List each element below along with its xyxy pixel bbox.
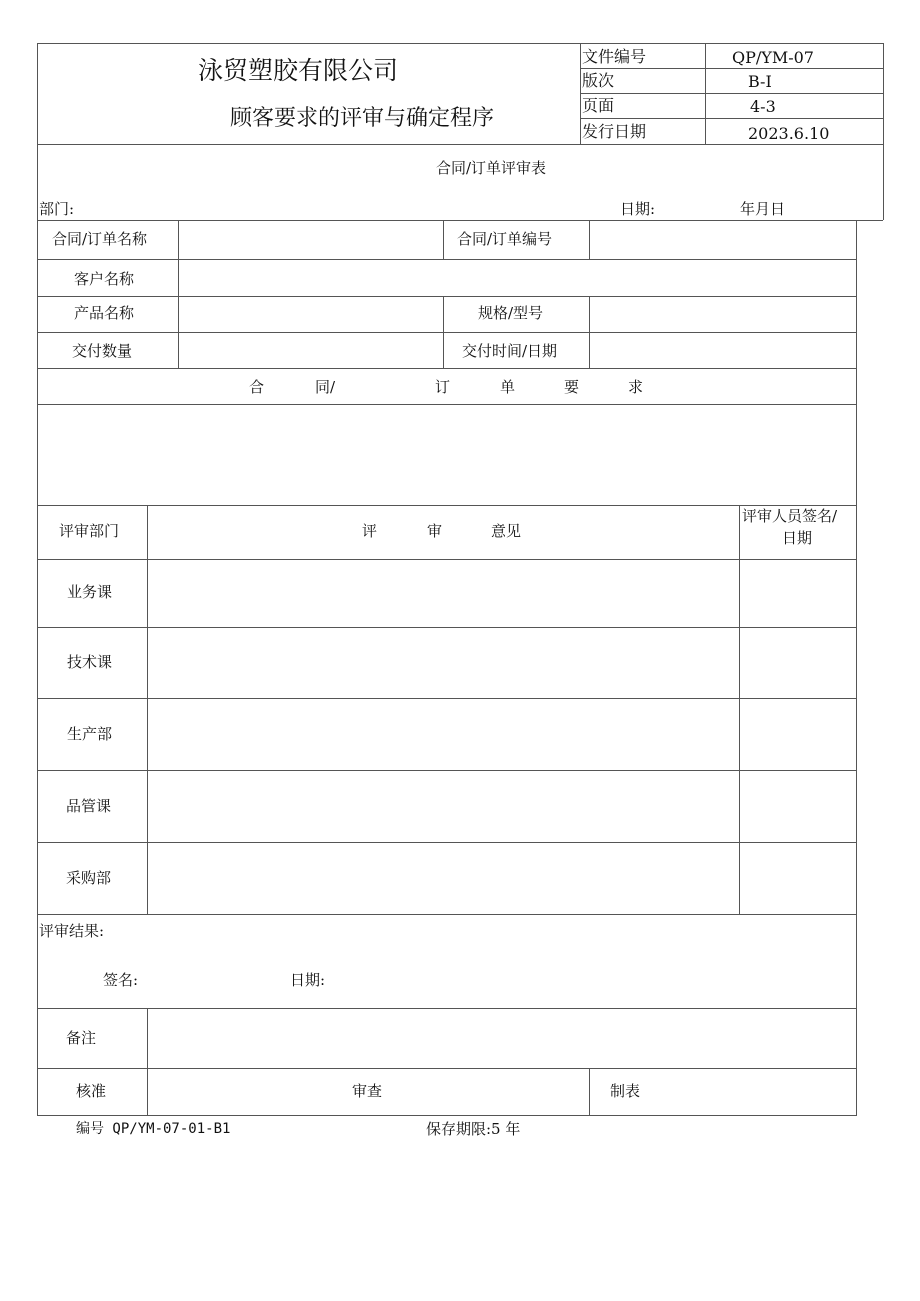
meta-label-page: 页面 — [582, 96, 615, 115]
delivery-qty-label: 交付数量 — [72, 342, 133, 360]
signer-quality-field[interactable] — [740, 771, 855, 841]
review-signer-header-1: 评审人员签名/ — [742, 507, 838, 525]
meta-label-version: 版次 — [582, 71, 615, 90]
product-name-field[interactable] — [179, 297, 442, 331]
dept-sales: 业务课 — [67, 583, 113, 601]
form-date-value: 年月日 — [740, 200, 786, 218]
opinion-technical-field[interactable] — [148, 628, 738, 697]
req-heading-3: 订 — [435, 378, 451, 396]
opinion-production-field[interactable] — [148, 699, 738, 769]
dept-label: 部门: — [39, 200, 75, 218]
opinion-purchasing-field[interactable] — [148, 843, 738, 913]
req-heading-5: 要 — [564, 378, 580, 396]
meta-value-doc-no: QP/YM-07 — [732, 48, 814, 67]
remarks-field[interactable] — [148, 1009, 855, 1067]
contract-no-label: 合同/订单编号 — [457, 230, 553, 248]
signer-technical-field[interactable] — [740, 628, 855, 697]
customer-name-field[interactable] — [179, 260, 855, 295]
review-opinion-header-1: 评 — [362, 522, 378, 540]
result-field[interactable] — [38, 945, 855, 1007]
footer-retention: 保存期限:5 年 — [426, 1120, 521, 1138]
req-heading-4: 单 — [500, 378, 516, 396]
dept-purchasing: 采购部 — [66, 869, 112, 887]
result-sign-label: 签名: — [103, 971, 139, 989]
req-heading-6: 求 — [628, 378, 644, 396]
company-name: 泳贸塑胶有限公司 — [198, 56, 399, 85]
delivery-date-label: 交付时间/日期 — [462, 342, 558, 360]
meta-value-version: B-I — [748, 72, 772, 91]
opinion-quality-field[interactable] — [148, 771, 738, 841]
req-heading-2: 同/ — [315, 378, 336, 396]
footer-form-code: 编号 QP/YM-07-01-B1 — [76, 1121, 231, 1137]
delivery-date-field[interactable] — [590, 333, 855, 367]
contract-name-field[interactable] — [179, 221, 442, 258]
review-signer-header-2: 日期 — [782, 529, 813, 547]
review-dept-header: 评审部门 — [59, 522, 120, 540]
spec-model-label: 规格/型号 — [478, 304, 544, 322]
meta-label-doc-no: 文件编号 — [582, 47, 647, 66]
contract-name-label: 合同/订单名称 — [52, 230, 148, 248]
requirements-field[interactable] — [38, 405, 855, 504]
dept-production: 生产部 — [67, 725, 113, 743]
signer-sales-field[interactable] — [740, 560, 855, 626]
contract-no-field[interactable] — [590, 221, 855, 258]
signer-purchasing-field[interactable] — [740, 843, 855, 913]
req-heading-1: 合 — [249, 378, 265, 396]
dept-technical: 技术课 — [67, 653, 113, 671]
review-opinion-header-2: 审 — [427, 522, 443, 540]
prepare-label: 制表 — [610, 1082, 641, 1100]
procedure-title: 顾客要求的评审与确定程序 — [230, 106, 495, 131]
form-title: 合同/订单评审表 — [436, 159, 547, 177]
approve-label: 核准 — [76, 1082, 107, 1100]
meta-value-page: 4-3 — [750, 97, 776, 116]
customer-name-label: 客户名称 — [74, 270, 135, 288]
opinion-sales-field[interactable] — [148, 560, 738, 626]
delivery-qty-field[interactable] — [179, 333, 442, 367]
form-date-label: 日期: — [620, 200, 656, 218]
product-name-label: 产品名称 — [74, 304, 135, 322]
spec-model-field[interactable] — [590, 297, 855, 331]
meta-value-issue-date: 2023.6.10 — [748, 124, 830, 143]
review-label: 审查 — [352, 1082, 383, 1100]
review-opinion-header-3: 意见 — [491, 522, 522, 540]
dept-quality: 品管课 — [66, 797, 112, 815]
meta-label-issue-date: 发行日期 — [582, 122, 647, 141]
signer-production-field[interactable] — [740, 699, 855, 769]
result-date-label: 日期: — [290, 971, 326, 989]
remarks-label: 备注 — [66, 1029, 97, 1047]
result-label: 评审结果: — [39, 922, 105, 940]
